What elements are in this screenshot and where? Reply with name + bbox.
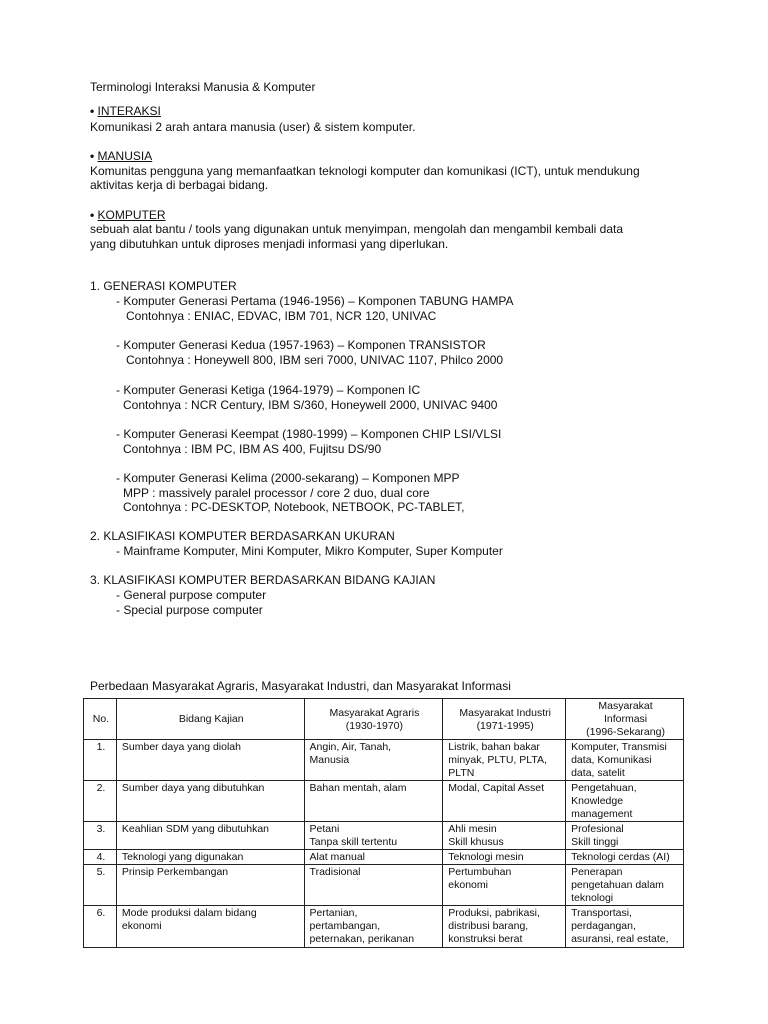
cell-informasi: Pengetahuan, Knowledge management [566,781,684,822]
gen2-item: - Komputer Generasi Kedua (1957-1963) – Komponen TRANSISTOR [116,338,486,352]
header-bidang: Bidang Kajian [116,699,304,740]
cell-informasi: Penerapan pengetahuan dalam teknologi [566,865,684,906]
header-informasi: Masyarakat Informasi (1996-Sekarang) [566,699,684,740]
cell-no: 3. [84,822,117,850]
header-no: No. [84,699,117,740]
cell-informasi: Komputer, Transmisi data, Komunikasi data, satelit [566,740,684,781]
bullet: • [90,208,95,222]
cell-bidang: Prinsip Perkembangan [116,865,304,906]
cell-industri: Produksi, pabrikasi, distribusi barang, konstruksi berat [443,906,566,948]
section-generasi-title: 1. GENERASI KOMPUTER [90,279,237,293]
bullet: • [90,149,95,163]
header-agraris: Masyarakat Agraris (1930-1970) [304,699,443,740]
cell-industri: Listrik, bahan bakar minyak, PLTU, PLTA, PLTN [443,740,566,781]
term-interaksi-def: Komunikasi 2 arah antara manusia (user) & sistem komputer. [90,120,416,134]
cell-bidang: Sumber daya yang diolah [116,740,304,781]
cell-industri: Pertumbuhan ekonomi [443,865,566,906]
cell-informasi: Transportasi, perdagangan, asuransi, real estate, [566,906,684,948]
term-komputer-def-line2: yang dibutuhkan untuk diproses menjadi informasi yang diperlukan. [90,237,449,251]
table-row [84,822,684,850]
gen5-item: - Komputer Generasi Kelima (2000-sekarang) – Komponen MPP [116,471,460,485]
bidang-item-general: - General purpose computer [116,588,267,602]
term-interaksi-heading: • INTERAKSI [90,104,161,118]
cell-bidang: Mode produksi dalam bidang ekonomi [116,906,304,948]
gen1-item: - Komputer Generasi Pertama (1946-1956) – Komponen TABUNG HAMPA [116,294,514,308]
page-title: Terminologi Interaksi Manusia & Komputer [90,80,316,94]
section-ukuran-title: 2. KLASIFIKASI KOMPUTER BERDASARKAN UKURAN [90,529,395,543]
cell-no: 5. [84,865,117,906]
table-row [84,906,684,948]
gen2-example: Contohnya : Honeywell 800, IBM seri 7000, UNIVAC 1107, Philco 2000 [126,353,504,367]
cell-no: 6. [84,906,117,948]
cell-no: 2. [84,781,117,822]
ukuran-item: - Mainframe Komputer, Mini Komputer, Mikro Komputer, Super Komputer [116,544,503,558]
table-row [84,865,684,906]
cell-agraris: Bahan mentah, alam [304,781,443,822]
cell-bidang: Sumber daya yang dibutuhkan [116,781,304,822]
gen5-mpp: MPP : massively paralel processor / core 2 duo, dual core [123,486,430,500]
term-manusia-def-line1: Komunitas pengguna yang memanfaatkan teknologi komputer dan komunikasi (ICT), untuk mendukung [90,164,640,178]
table-row [84,740,684,781]
comparison-table [83,698,684,948]
section-bidang-title: 3. KLASIFIKASI KOMPUTER BERDASARKAN BIDANG KAJIAN [90,573,436,587]
cell-bidang: Keahlian SDM yang dibutuhkan [116,822,304,850]
cell-bidang: Teknologi yang digunakan [116,850,304,865]
table-header-row [84,699,684,740]
gen4-item: - Komputer Generasi Keempat (1980-1999) – Komponen CHIP LSI/VLSI [116,427,502,441]
cell-no: 4. [84,850,117,865]
table-row [84,781,684,822]
gen3-item: - Komputer Generasi Ketiga (1964-1979) – Komponen IC [116,383,421,397]
cell-informasi: Teknologi cerdas (AI) [566,850,684,865]
cell-industri: Modal, Capital Asset [443,781,566,822]
bidang-item-special: - Special purpose computer [116,603,263,617]
term-manusia-def-line2: aktivitas kerja di berbagai bidang. [90,178,269,192]
cell-agraris: Pertanian, pertambangan, peternakan, perikanan [304,906,443,948]
table-row [84,850,684,865]
term-komputer-def-line1: sebuah alat bantu / tools yang digunakan untuk menyimpan, mengolah dan mengambil kembali data [90,222,624,236]
cell-agraris: Tradisional [304,865,443,906]
gen1-example: Contohnya : ENIAC, EDVAC, IBM 701, NCR 120, UNIVAC [126,309,437,323]
cell-agraris: Alat manual [304,850,443,865]
gen3-example: Contohnya : NCR Century, IBM S/360, Honeywell 2000, UNIVAC 9400 [123,398,498,412]
bullet: • [90,104,95,118]
cell-agraris: Petani Tanpa skill tertentu [304,822,443,850]
cell-no: 1. [84,740,117,781]
cell-industri: Ahli mesin Skill khusus [443,822,566,850]
cell-industri: Teknologi mesin [443,850,566,865]
gen5-example: Contohnya : PC-DESKTOP, Notebook, NETBOOK, PC-TABLET, [123,500,465,514]
term-komputer-heading: • KOMPUTER [90,208,166,222]
gen4-example: Contohnya : IBM PC, IBM AS 400, Fujitsu DS/90 [123,442,382,456]
header-industri: Masyarakat Industri (1971-1995) [443,699,566,740]
cell-agraris: Angin, Air, Tanah, Manusia [304,740,443,781]
table-caption: Perbedaan Masyarakat Agraris, Masyarakat Industri, dan Masyarakat Informasi [90,679,511,693]
term-manusia-heading: • MANUSIA [90,149,153,163]
cell-informasi: Profesional Skill tinggi [566,822,684,850]
